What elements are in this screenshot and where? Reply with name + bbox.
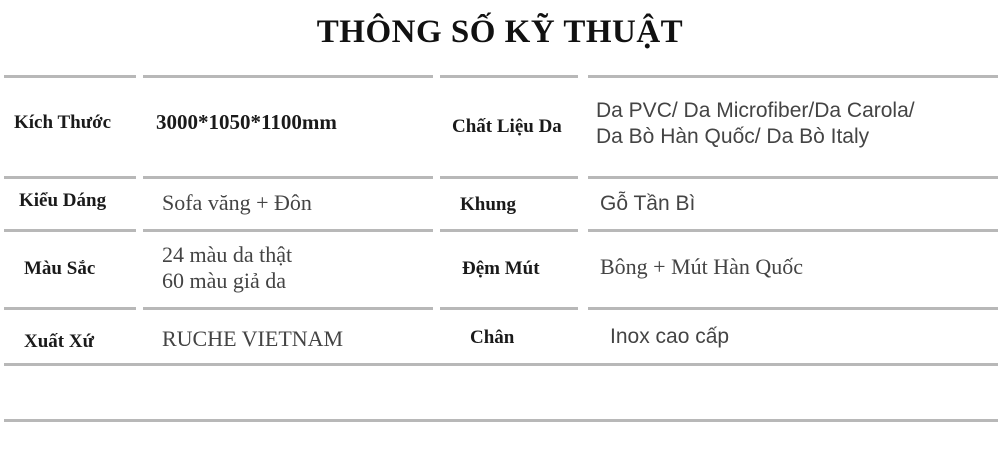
size-label: Kích Thước (14, 112, 112, 133)
legs-value: Inox cao cấp (610, 325, 730, 348)
divider (4, 419, 998, 422)
color-value-line: 24 màu da thật (162, 242, 293, 267)
size-value: 3000*1050*1100mm (156, 110, 337, 134)
color-value-line: 60 màu giả da (162, 268, 287, 294)
color-label: Màu Sắc (24, 258, 96, 279)
frame-value: Gỗ Tần Bì (600, 192, 696, 215)
leather-value-line: Da Bò Hàn Quốc/ Da Bò Italy (596, 125, 870, 149)
divider (440, 307, 578, 310)
divider (588, 176, 998, 179)
divider (4, 176, 136, 179)
divider (588, 307, 998, 310)
page-title: THÔNG SỐ KỸ THUẬT (316, 14, 684, 50)
leather-value-line: Da PVC/ Da Microfiber/Da Carola/ (596, 99, 915, 122)
divider (143, 229, 433, 232)
foam-label: Đệm Mút (462, 258, 540, 279)
style-label: Kiểu Dáng (19, 190, 107, 211)
divider (143, 75, 433, 78)
leather-value (596, 98, 915, 151)
divider (588, 229, 998, 232)
divider (143, 307, 433, 310)
divider (4, 363, 998, 366)
color-value (162, 242, 292, 295)
divider (4, 75, 136, 78)
divider (440, 75, 578, 78)
divider (440, 176, 578, 179)
style-value: Sofa văng + Đôn (162, 190, 312, 215)
divider (4, 307, 136, 310)
legs-label: Chân (470, 327, 515, 348)
divider (143, 176, 433, 179)
foam-value: Bông + Mút Hàn Quốc (600, 254, 804, 279)
frame-label: Khung (460, 194, 516, 215)
leather-label: Chất Liệu Da (452, 116, 562, 137)
divider (4, 229, 136, 232)
divider (440, 229, 578, 232)
divider (588, 75, 998, 78)
origin-value: RUCHE VIETNAM (162, 326, 344, 351)
origin-label: Xuất Xứ (24, 331, 94, 352)
